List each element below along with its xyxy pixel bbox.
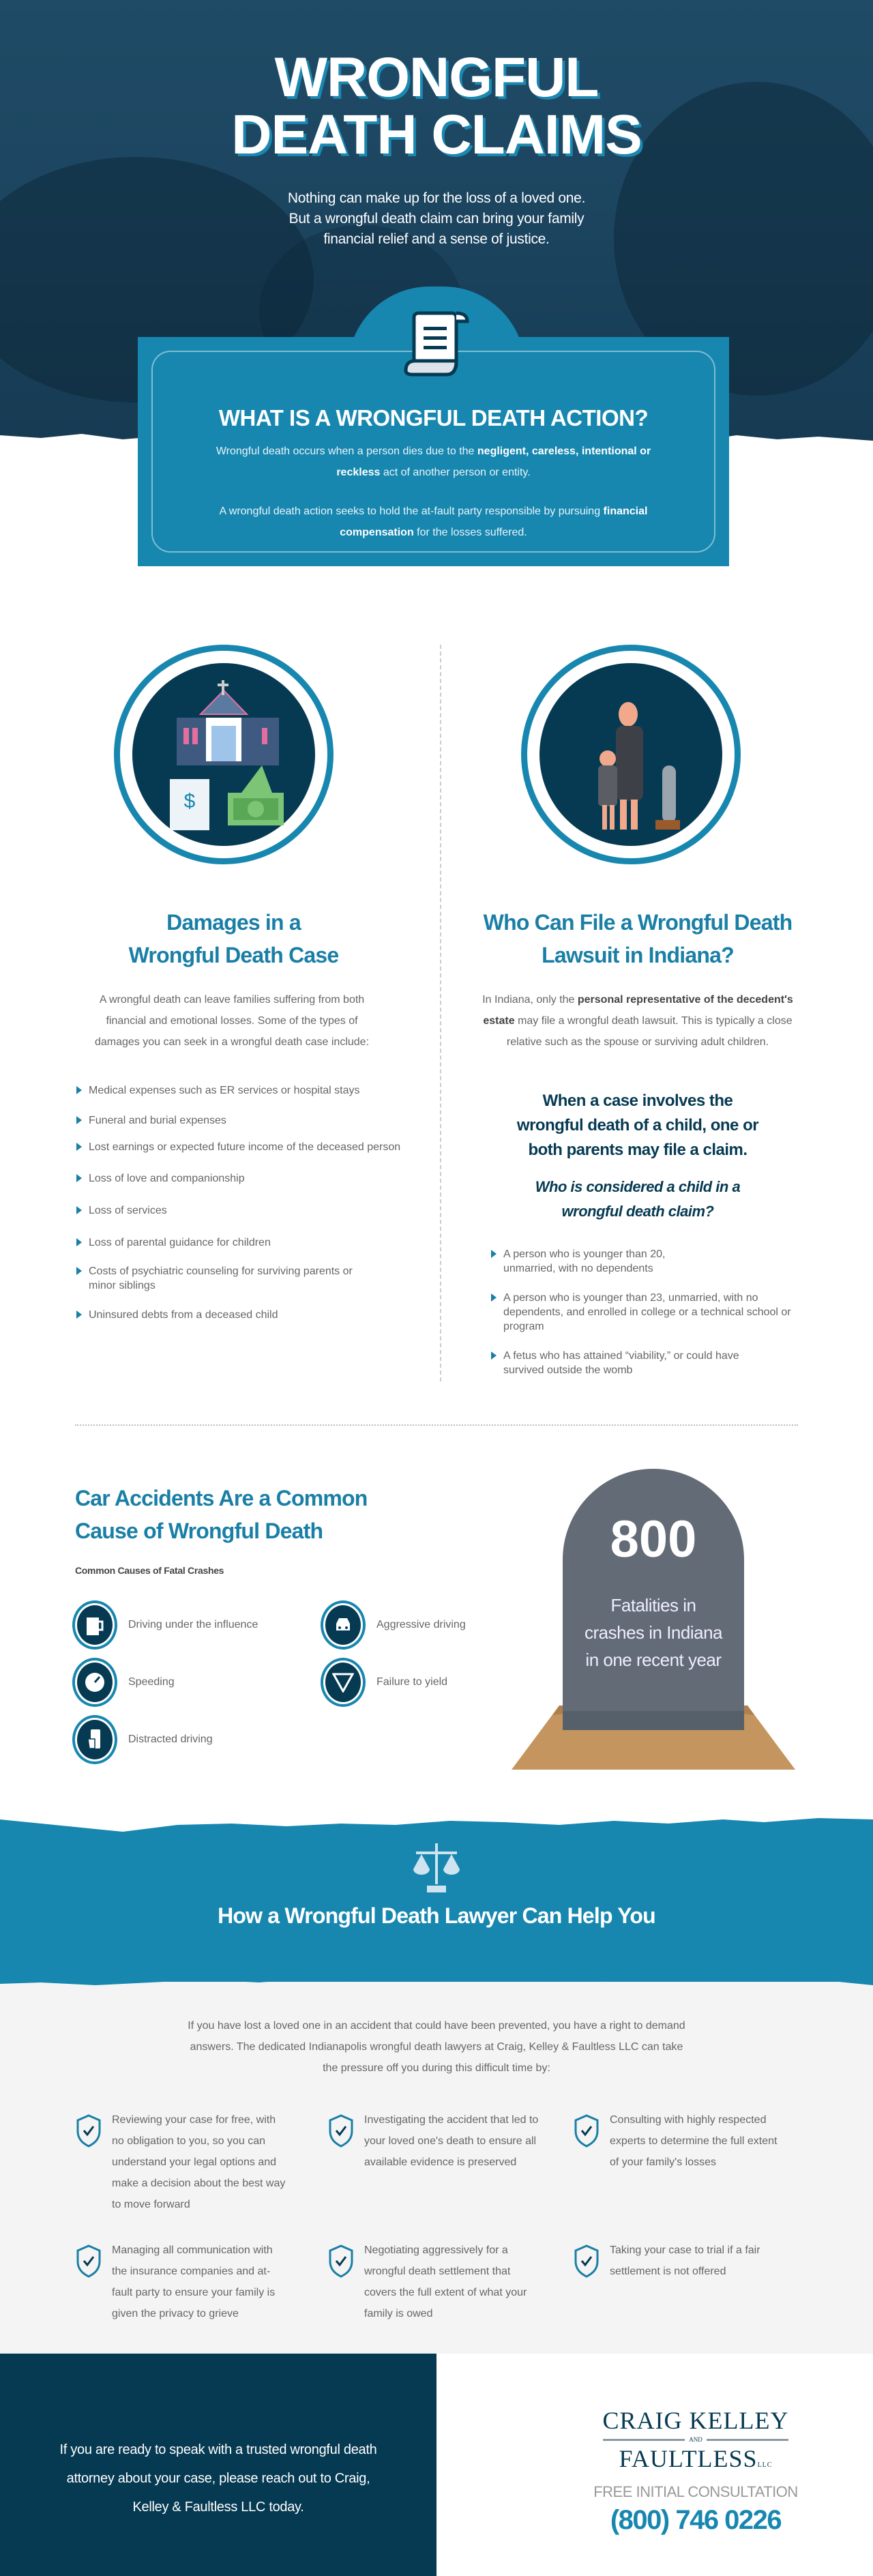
speedometer-icon (83, 1671, 106, 1694)
help-item (573, 2240, 791, 2282)
shield-check-icon (327, 2244, 355, 2278)
card-paragraph-1: Wrongful death occurs when a person dies due to the negligent, careless, intentional or reckless act of another person or entity. (216, 445, 651, 478)
hero-subtitle: Nothing can make up for the loss of a loved one. But a wrongful death claim can bring your family financial relief and a sense of justice. (287, 190, 586, 247)
list-item: Loss of love and companionship (76, 1171, 424, 1186)
receipt-icon (170, 779, 209, 830)
footer-cta-panel (0, 2354, 436, 2576)
help-item (327, 2240, 546, 2324)
who-can-file-heading: Who Can File a Wrongful Death Lawsuit in Indiana? (483, 910, 793, 967)
yield-sign-icon (332, 1672, 354, 1693)
list-item: A person who is younger than 23, unmarried, with no dependents, and enrolled in college or a technical school or program (491, 1291, 812, 1334)
list-item: Medical expenses such as ER services or hospital stays (76, 1083, 424, 1098)
help-intro: If you have lost a loved one in an accident that could have been prevented, you have a right to demand answers. The dedicated Indianapolis wrongful death lawyers at Craig, Kelley & Faultless LLC can take the pressure off you during this difficult time by: (188, 2020, 685, 2074)
fatalities-number: 800 (610, 1510, 697, 1568)
help-item-text: Taking your case to trial if a fair settlement is not offered (610, 2244, 760, 2277)
cash-icon (228, 765, 284, 825)
cause-dui: Driving under the influence (72, 1600, 258, 1650)
help-heading: How a Wrongful Death Lawyer Can Help You (218, 1903, 655, 1928)
gravestone-icon (655, 765, 680, 830)
help-item (75, 2240, 293, 2324)
torn-edge-top (0, 1804, 873, 1832)
shield-check-icon (75, 2244, 102, 2278)
help-item-text: Managing all communication with the insurance companies and at-fault party to ensure your family is given the privacy to grieve (112, 2244, 276, 2319)
damages-list (76, 1083, 424, 1322)
help-item-text: Reviewing your case for free, with no obligation to you, so you can understand your legal options and make a decision about the best way to move forward (112, 2114, 286, 2210)
help-item-text: Negotiating aggressively for a wrongful death settlement that covers the full extent of what your family is owed (364, 2244, 527, 2319)
car-accidents-heading: Car Accidents Are a Common Cause of Wrongful Death (75, 1486, 368, 1543)
shield-check-icon (573, 2113, 600, 2148)
section-divider (75, 1424, 798, 1426)
cause-aggressive-driving: Aggressive driving (321, 1600, 466, 1650)
list-item: Funeral and burial expenses (76, 1113, 424, 1128)
list-item: Loss of parental guidance for children (76, 1235, 424, 1250)
footer-cta-text: If you are ready to speak with a trusted wrongful death attorney about your case, please reach out to Craig, Kelley & Faultless LLC today. (59, 2442, 377, 2515)
child-claim-heading: When a case involves the wrongful death of a child, one or both parents may file a claim. (516, 1092, 759, 1159)
list-item: A person who is younger than 20, unmarried, with no dependents (491, 1247, 716, 1276)
grieving-family-icon (598, 702, 643, 830)
family-at-grave-illustration (521, 645, 741, 864)
list-item: Uninsured debts from a deceased child (76, 1308, 424, 1322)
help-item-text: Consulting with highly respected experts to determine the full extent of your family's losses (610, 2114, 778, 2168)
shield-check-icon (75, 2113, 102, 2148)
help-item-text: Investigating the accident that led to your loved one's death to ensure all available evidence is preserved (364, 2114, 539, 2168)
free-consultation-label: FREE INITIAL CONSULTATION (593, 2483, 798, 2500)
shield-check-icon (573, 2244, 600, 2278)
help-item (573, 2109, 791, 2173)
torn-edge-bottom (0, 1965, 873, 1992)
shield-check-icon (327, 2113, 355, 2148)
damages-intro: A wrongful death can leave families suffering from both financial and emotional losses. Some of the types of damages you can seek in a wrongful death case include: (94, 994, 370, 1048)
phone-in-hand-icon (85, 1728, 104, 1751)
cause-failure-to-yield: Failure to yield (321, 1658, 447, 1707)
damages-heading: Damages in a Wrongful Death Case (128, 910, 339, 967)
page-title: WRONGFUL DEATH CLAIMS (231, 46, 642, 166)
list-item: Lost earnings or expected future income of the deceased person (76, 1140, 424, 1154)
scales-of-justice-icon (409, 1842, 464, 1894)
child-definition-question: Who is considered a child in a wrongful death claim? (535, 1178, 741, 1220)
help-item (327, 2109, 546, 2173)
card-title: WHAT IS A WRONGFUL DEATH ACTION? (218, 405, 649, 430)
firm-logo: CRAIG KELLEY AND FAULTLESSLLC (602, 2407, 789, 2472)
fatalities-label: Fatalities in crashes in Indiana in one recent year (584, 1595, 723, 1670)
who-intro: In Indiana, only the personal representative of the decedent's estate may file a wrongful death lawsuit. This is typically a close relative such as the spouse or surviving adult children. (482, 994, 793, 1048)
cause-speeding: Speeding (72, 1658, 175, 1707)
svg-text:$: $ (183, 790, 196, 813)
funeral-home-icon (177, 680, 279, 765)
help-item (75, 2109, 293, 2215)
column-divider (440, 645, 441, 1381)
list-item: A fetus who has attained “viability,” or could have survived outside the womb (491, 1349, 757, 1377)
help-banner (0, 1815, 873, 1989)
card-paragraph-2: A wrongful death action seeks to hold the at-fault party responsible by pursuing financial compensation for the losses suffered. (219, 506, 648, 538)
list-item: Costs of psychiatric counseling for surviving parents or minor siblings (76, 1264, 363, 1293)
statistic-tombstone (563, 1469, 744, 1730)
crashed-car-icon (332, 1615, 354, 1635)
list-item: Loss of services (76, 1203, 424, 1218)
causes-subtitle: Common Causes of Fatal Crashes (75, 1565, 224, 1576)
phone-number-link[interactable]: (800) 746 0226 (610, 2505, 782, 2535)
scroll-icon (399, 310, 474, 382)
damages-illustration (114, 645, 334, 864)
child-definition-list (491, 1247, 812, 1377)
cause-distracted-driving: Distracted driving (72, 1715, 213, 1764)
beer-mug-icon (85, 1613, 105, 1637)
